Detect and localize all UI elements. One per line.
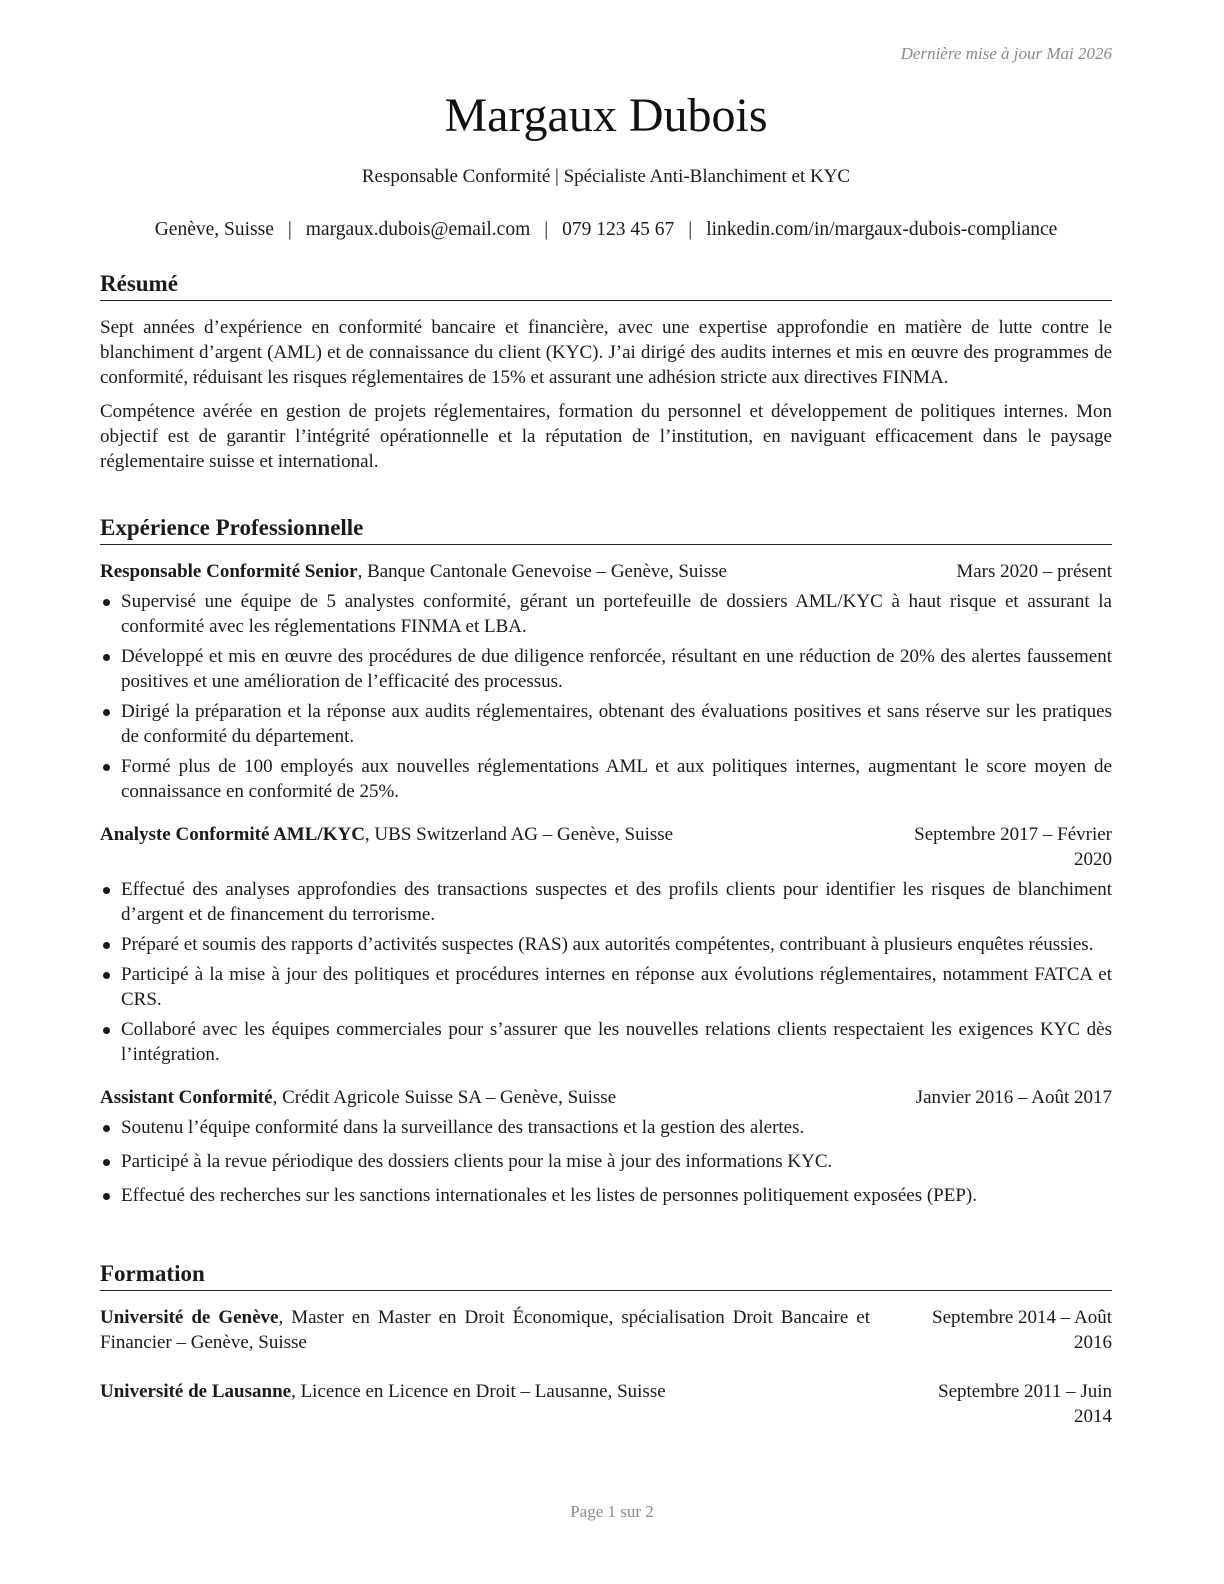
contact-location: Genève, Suisse bbox=[154, 219, 274, 240]
job-bullets bbox=[100, 589, 1112, 804]
job-company: , UBS Switzerland AG – Genève, Suisse bbox=[364, 824, 674, 845]
job-dates: Mars 2020 – présent bbox=[956, 561, 1112, 582]
education-entry bbox=[100, 1305, 1112, 1355]
summary-paragraph: Compétence avérée en gestion de projets réglementaires, formation du personnel et développement de politiques internes. Mon objectif est de garantir l’intégrité opérationnelle et la réputation de l’institution, en naviguant efficacement dans le paysage réglementaire suisse et international. bbox=[100, 401, 1112, 472]
list-item: Effectué des analyses approfondies des transactions suspectes et des profils clients pour identifier les risques de blanchiment d’argent et de financement du terrorisme. bbox=[100, 877, 1112, 927]
list-item: Formé plus de 100 employés aux nouvelles réglementations AML et aux politiques internes, augmentant le score moyen de connaissance en conformité de 25%. bbox=[100, 754, 1112, 804]
contact-separator: | bbox=[688, 219, 693, 240]
education-section bbox=[100, 1260, 1112, 1429]
summary-paragraph: Sept années d’expérience en conformité bancaire et financière, avec une expertise approfondie en matière de lutte contre le blanchiment d’argent (AML) et de connaissance du client (KYC). J’ai dirigé des audits internes et mis en œuvre des programmes de conformité, réduisant les risques réglementaires de 15% et assurant une adhésion stricte aux directives FINMA. bbox=[100, 317, 1112, 388]
candidate-name: Margaux Dubois bbox=[444, 89, 768, 142]
list-item: Effectué des recherches sur les sanctions internationales et les listes de personnes politiquement exposées (PEP). bbox=[100, 1183, 1112, 1208]
list-item: Collaboré avec les équipes commerciales pour s’assurer que les nouvelles relations clients respectaient les exigences KYC dès l’intégration. bbox=[100, 1017, 1112, 1067]
bullet-icon bbox=[103, 654, 110, 661]
bullet-icon bbox=[103, 1125, 110, 1132]
job-role: Assistant Conformité bbox=[100, 1087, 273, 1108]
contact-separator: | bbox=[544, 219, 549, 240]
job-header bbox=[100, 822, 1112, 872]
job-bullets bbox=[100, 877, 1112, 1067]
education-dates: Septembre 2014 – Août 2016 bbox=[932, 1307, 1112, 1353]
list-item: Développé et mis en œuvre des procédures de due diligence renforcée, résultant en une réduction de 20% des alertes faussement positives et une amélioration de l’efficacité des processus. bbox=[100, 644, 1112, 694]
education-detail: , Licence en Licence en Droit – Lausanne, Suisse bbox=[291, 1381, 666, 1402]
list-item: Préparé et soumis des rapports d’activités suspectes (RAS) aux autorités compétentes, contribuant à plusieurs enquêtes réussies. bbox=[100, 932, 1112, 957]
section-title-summary: Résumé bbox=[100, 270, 1112, 301]
contact-phone[interactable]: 079 123 45 67 bbox=[562, 219, 675, 240]
list-item: Dirigé la préparation et la réponse aux audits réglementaires, obtenant des évaluations positives et sans réserve sur les pratiques de conformité du département. bbox=[100, 699, 1112, 749]
job-company: , Banque Cantonale Genevoise – Genève, Suisse bbox=[357, 561, 727, 582]
job-dates: Janvier 2016 – Août 2017 bbox=[915, 1087, 1112, 1108]
page-number: Page 1 sur 2 bbox=[570, 1502, 654, 1521]
section-title-education: Formation bbox=[100, 1260, 1112, 1291]
last-updated: Dernière mise à jour Mai 2026 bbox=[900, 44, 1112, 63]
bullet-icon bbox=[103, 709, 110, 716]
bullet-icon bbox=[103, 764, 110, 771]
bullet-icon bbox=[103, 1159, 110, 1166]
list-item: Soutenu l’équipe conformité dans la surveillance des transactions et la gestion des alertes. bbox=[100, 1115, 1112, 1140]
bullet-icon bbox=[103, 887, 110, 894]
job-role: Analyste Conformité AML/KYC bbox=[100, 824, 365, 845]
section-title-experience: Expérience Professionnelle bbox=[100, 514, 1112, 545]
education-detail: , Master en Master en Droit Économique, spécialisation Droit Bancaire et Financier – Genève, Suisse bbox=[100, 1307, 870, 1353]
education-entry bbox=[100, 1379, 1112, 1429]
experience-section bbox=[100, 514, 1112, 1213]
job-dates: Septembre 2017 – Février 2020 bbox=[914, 824, 1112, 870]
list-item: Supervisé une équipe de 5 analystes conformité, gérant un portefeuille de dossiers AML/KYC à haut risque et assurant la conformité avec les réglementations FINMA et LBA. bbox=[100, 589, 1112, 639]
contact-email[interactable]: margaux.dubois@email.com bbox=[305, 219, 531, 240]
list-item: Participé à la revue périodique des dossiers clients pour la mise à jour des informations KYC. bbox=[100, 1149, 1112, 1174]
job-entry bbox=[100, 1085, 1112, 1208]
job-header bbox=[100, 559, 1112, 584]
candidate-headline: Responsable Conformité | Spécialiste Anti-Blanchiment et KYC bbox=[361, 166, 851, 187]
education-school: Université de Genève bbox=[100, 1307, 279, 1328]
job-header bbox=[100, 1085, 1112, 1110]
job-bullets bbox=[100, 1115, 1112, 1208]
contact-linkedin[interactable]: linkedin.com/in/margaux-dubois-compliance bbox=[706, 219, 1058, 240]
education-dates: Septembre 2011 – Juin 2014 bbox=[938, 1381, 1112, 1427]
bullet-icon bbox=[103, 972, 110, 979]
contact-separator: | bbox=[287, 219, 292, 240]
bullet-icon bbox=[103, 1027, 110, 1034]
bullet-icon bbox=[103, 942, 110, 949]
bullet-icon bbox=[103, 1193, 110, 1200]
contact-line bbox=[100, 219, 1112, 241]
bullet-icon bbox=[103, 599, 110, 606]
job-role: Responsable Conformité Senior bbox=[100, 561, 358, 582]
education-school: Université de Lausanne bbox=[100, 1381, 292, 1402]
list-item: Participé à la mise à jour des politiques et procédures internes en réponse aux évolutions réglementaires, notamment FATCA et CRS. bbox=[100, 962, 1112, 1012]
job-company: , Crédit Agricole Suisse SA – Genève, Suisse bbox=[272, 1087, 617, 1108]
job-entry bbox=[100, 822, 1112, 1067]
summary-section bbox=[100, 270, 1112, 474]
job-entry bbox=[100, 559, 1112, 804]
